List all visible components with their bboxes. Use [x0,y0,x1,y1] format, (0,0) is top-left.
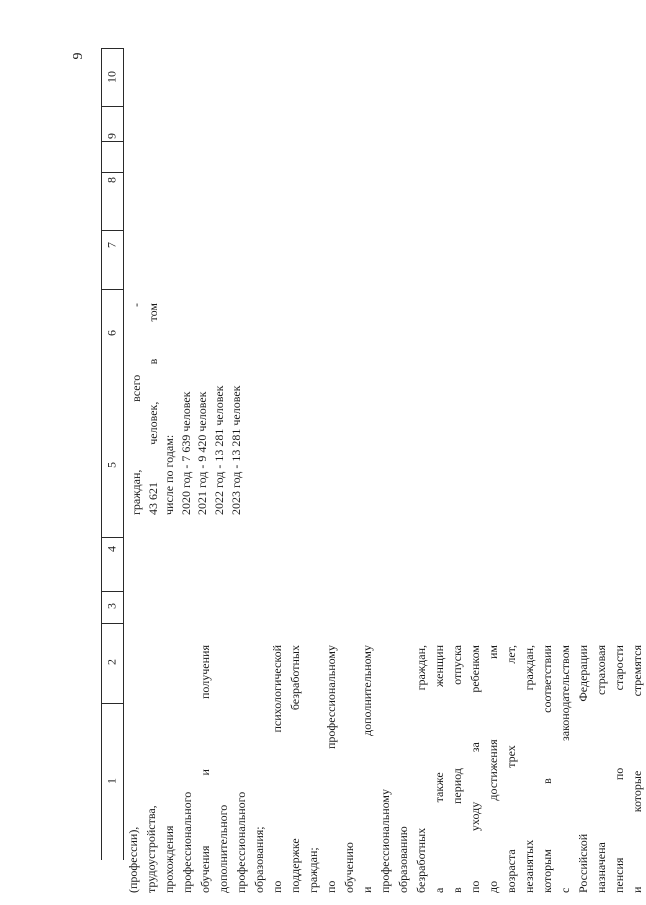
word: достижения [486,739,500,801]
word: безработных [414,827,428,893]
word: обучению [342,842,356,893]
word: граждан, [129,469,143,515]
column-separator [101,106,123,107]
word: по [468,880,482,893]
word: граждан, [414,645,428,691]
text-line [145,303,162,515]
column-1-text [124,645,646,893]
word: в [145,358,160,365]
word: образования; [252,826,266,893]
text-line [304,645,322,893]
word: профессиональному [324,645,338,749]
word: законодательством [558,645,572,742]
column-separator [101,537,123,538]
text-line [484,645,502,893]
word: страховая [594,645,608,695]
word: профессионального [180,791,194,893]
text-line [394,645,412,893]
text-line [376,645,394,893]
word: за [468,742,482,753]
text-line [592,645,610,893]
text-line [448,645,466,893]
word: безработных [288,645,302,711]
header-cell-3: 3 [104,603,119,609]
word: и [630,886,644,893]
word: стремятся [630,645,644,697]
text-line [574,645,592,893]
word: до [486,880,500,893]
column-separator [101,172,123,173]
text-line [194,303,211,515]
word: незанятых [522,839,536,893]
word: поддержке [288,838,302,893]
word: период [450,768,464,805]
column-separator [101,591,123,592]
word: и [198,769,212,776]
text-line [228,303,245,515]
word: человек, [145,401,160,445]
page-number: 9 [71,52,86,60]
word: прохождения [162,825,176,893]
column-separator [101,230,123,231]
word: по [612,767,626,781]
text-line [466,645,484,893]
word: обучения [198,845,212,893]
word: лет, [504,645,518,664]
text-line [124,645,142,893]
word: старости [612,645,626,691]
word: трех [504,745,518,768]
text-line [502,645,520,893]
word: женщин [432,645,446,687]
word: возраста [504,849,518,893]
word: и [360,886,374,893]
text-line [128,303,145,515]
text-line [520,645,538,893]
text-line [322,645,340,893]
word: соответствии [540,645,554,713]
header-cell-1: 1 [104,778,119,784]
word: дополнительного [216,804,230,893]
word: им [486,645,500,660]
text-line [142,645,160,893]
word: Российской [576,833,590,893]
text-line [161,303,178,515]
column-separator [101,48,123,49]
word: - [129,303,143,307]
text-line [286,645,304,893]
column-separator [101,703,123,704]
text-line [178,645,196,893]
text-line [178,303,195,515]
header-cell-4: 4 [104,546,119,552]
word: получения [198,645,212,699]
header-cell-10: 10 [104,71,119,83]
header-cell-7: 7 [104,242,119,248]
column-separator [101,289,123,290]
text-line [430,645,448,893]
header-cell-8: 8 [104,177,119,183]
text-line [412,645,430,893]
text-line [211,303,228,515]
word: психологической [270,645,284,733]
word: по [270,880,284,893]
column-separator [101,623,123,624]
word: в [540,778,554,784]
column-separator [101,141,123,142]
text-line [196,645,214,893]
header-cell-9: 9 [104,133,119,139]
column-5-text [128,303,244,515]
text-line [610,645,628,893]
text-line [556,645,574,893]
word: 43 621 [145,482,160,515]
word: которые [630,770,644,813]
word: 2023 год - 13 281 человек [228,385,243,515]
text-line [358,645,376,893]
word: 2021 год - 9 420 человек [195,391,210,515]
word: всего [129,374,143,402]
word: Федерации [576,645,590,702]
word: 2020 год - 7 639 человек [178,391,193,515]
header-cell-2: 2 [104,659,119,665]
word: также [432,772,446,803]
word: граждан, [522,645,536,691]
word: в [450,887,464,893]
word: пенсия [612,857,626,893]
word: 2022 год - 13 281 человек [211,385,226,515]
word: граждан; [306,847,320,893]
text-line [160,645,178,893]
word: дополнительному [360,645,374,737]
word: (профессии), [126,826,140,893]
word: уходу [468,801,482,832]
text-line [250,645,268,893]
header-cell-5: 5 [104,462,119,468]
word: с [558,887,572,893]
word: а [432,887,446,893]
word: отпуска [450,645,464,685]
word: которым [540,849,554,893]
text-line [232,645,250,893]
text-line [538,645,556,893]
text-line [268,645,286,893]
word: числе по годам: [162,434,177,515]
word: том [145,303,160,322]
word: образованию [396,826,410,893]
word: назначена [594,842,608,893]
word: профессионального [234,791,248,893]
word: ребенком [468,645,482,693]
table-border-line [101,48,102,860]
text-line [214,645,232,893]
word: трудоустройства, [144,805,158,893]
word: по [324,880,338,893]
text-line [340,645,358,893]
word: профессиональному [378,789,392,893]
text-line [628,645,646,893]
header-cell-6: 6 [104,330,119,336]
